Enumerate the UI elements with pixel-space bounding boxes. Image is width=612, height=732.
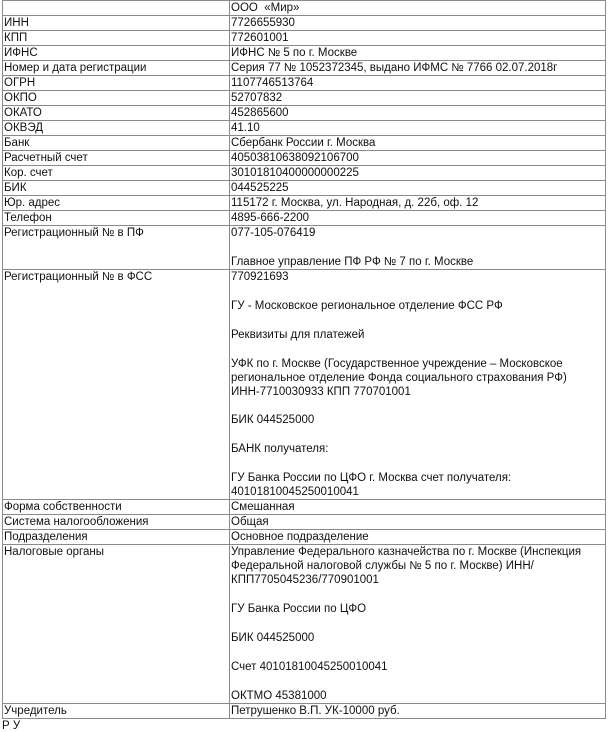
value-line: 30101810400000000225 <box>231 167 359 179</box>
value-line: БАНК получателя: <box>231 443 329 456</box>
value-line: 52707832 <box>231 92 283 104</box>
requisite-row <box>3 500 606 515</box>
requisite-row <box>3 166 606 181</box>
paragraph-gap <box>231 616 604 631</box>
requisite-row <box>3 91 606 106</box>
value-line: Реквизиты для платежей <box>231 328 365 341</box>
requisite-label: КПП <box>3 31 230 46</box>
requisite-value <box>230 703 606 718</box>
value-line: Главное управление ПФ РФ № 7 по г. Москве <box>231 255 474 268</box>
requisite-row <box>3 31 606 46</box>
value-line: 077-105-076419 <box>231 227 316 239</box>
requisite-label: Телефон <box>3 211 230 226</box>
paragraph-gap <box>231 342 604 357</box>
requisite-row <box>3 106 606 121</box>
requisite-row <box>3 121 606 136</box>
requisite-label: Налоговые органы <box>3 545 230 704</box>
requisite-label: Подразделения <box>3 530 230 545</box>
requisite-row <box>3 269 606 499</box>
paragraph-gap <box>231 674 604 689</box>
requisite-value <box>230 226 606 270</box>
requisite-value <box>230 46 606 61</box>
requisite-label: Форма собственности <box>3 500 230 515</box>
value-line: Управление Федерального казначейства по г. Москве (Инспекция Федеральной налоговой службы № 5 по г. Москве) ИНН/КПП7705045236/770901001 <box>231 546 585 587</box>
value-line: ООО «Мир» <box>231 2 300 14</box>
requisite-row <box>3 515 606 530</box>
requisite-value <box>230 515 606 530</box>
requisite-value <box>230 61 606 76</box>
value-line: Основное подразделение <box>231 531 369 544</box>
paragraph-gap <box>231 313 604 328</box>
requisite-value <box>230 106 606 121</box>
value-line: ИФНС № 5 по г. Москве <box>231 47 358 59</box>
requisite-row <box>3 703 606 718</box>
footer-fragment: Р У <box>2 720 21 732</box>
requisite-row <box>3 545 606 704</box>
requisite-value <box>230 151 606 166</box>
requisite-value <box>230 16 606 31</box>
requisite-value <box>230 121 606 136</box>
value-line: Петрушенко В.П. УК-10000 руб. <box>231 704 400 717</box>
value-line: ОКТМО 45381000 <box>231 689 327 702</box>
requisite-value <box>230 31 606 46</box>
requisite-label: Номер и дата регистрации <box>3 61 230 76</box>
requisites-table <box>2 0 606 719</box>
requisite-value <box>230 211 606 226</box>
requisite-row <box>3 61 606 76</box>
requisite-row <box>3 181 606 196</box>
value-line: 40503810638092106700 <box>231 152 359 164</box>
requisite-row <box>3 136 606 151</box>
value-line: Серия 77 № 1052372345, выдано ИФМС № 7766 02.07.2018г <box>231 62 558 74</box>
requisite-row <box>3 196 606 211</box>
value-line: Сбербанк России г. Москва <box>231 137 376 149</box>
requisite-label: ОКАТО <box>3 106 230 121</box>
requisite-row <box>3 16 606 31</box>
requisite-label: Банк <box>3 136 230 151</box>
requisite-value <box>230 181 606 196</box>
paragraph-gap <box>231 284 604 299</box>
requisite-label: Учредитель <box>3 703 230 718</box>
requisite-label: БИК <box>3 181 230 196</box>
paragraph-gap <box>231 645 604 660</box>
requisite-row <box>3 226 606 270</box>
value-line: 7726655930 <box>231 17 295 29</box>
value-line: ГУ - Московское региональное отделение ФСС РФ <box>231 299 503 312</box>
value-line: 452865600 <box>231 107 289 119</box>
requisite-row <box>3 211 606 226</box>
requisite-label: Система налогообложения <box>3 515 230 530</box>
paragraph-gap <box>231 587 604 602</box>
value-line: Смешанная <box>231 501 295 514</box>
requisite-value <box>230 1 606 16</box>
value-line: 770921693 <box>231 270 289 283</box>
requisite-row <box>3 46 606 61</box>
value-line: 41.10 <box>231 122 260 134</box>
requisite-label: Регистрационный № в ФСС <box>3 269 230 499</box>
value-line: 772601001 <box>231 32 289 44</box>
value-line: ГУ Банка России по ЦФО <box>231 603 367 616</box>
value-line: 044525225 <box>231 182 289 194</box>
requisite-label: Расчетный счет <box>3 151 230 166</box>
value-line: Счет 40101810045250010041 <box>231 660 388 673</box>
requisite-row <box>3 530 606 545</box>
paragraph-gap <box>231 456 604 471</box>
requisite-label: ИНН <box>3 16 230 31</box>
requisite-label: ОГРН <box>3 76 230 91</box>
requisite-label <box>3 1 230 16</box>
requisite-label: ОКПО <box>3 91 230 106</box>
requisite-value <box>230 91 606 106</box>
value-line: УФК по г. Москве (Государственное учреждение – Московское региональное отделение Фонда социального страхования РФ) ИНН-7710030933 КПП 770701001 <box>231 357 570 398</box>
requisite-row <box>3 1 606 16</box>
value-line: ГУ Банка России по ЦФО г. Москва счет получателя: 40101810045250010041 <box>231 472 515 499</box>
requisite-value <box>230 196 606 211</box>
requisite-value <box>230 545 606 704</box>
requisite-row <box>3 76 606 91</box>
requisites-body <box>3 1 606 719</box>
requisite-row <box>3 151 606 166</box>
value-line: 1107746513764 <box>231 77 314 89</box>
requisite-label: ОКВЭД <box>3 121 230 136</box>
requisite-value <box>230 500 606 515</box>
requisite-label: Кор. счет <box>3 166 230 181</box>
requisite-value <box>230 136 606 151</box>
requisite-value <box>230 530 606 545</box>
requisite-value <box>230 76 606 91</box>
value-line: Общая <box>231 516 269 529</box>
paragraph-gap <box>231 240 604 255</box>
requisite-label: Регистрационный № в ПФ <box>3 226 230 270</box>
paragraph-gap <box>231 427 604 442</box>
value-line: 4895-666-2200 <box>231 212 310 224</box>
requisite-value <box>230 269 606 499</box>
requisite-label: ИФНС <box>3 46 230 61</box>
value-line: 115172 г. Москва, ул. Народная, д. 22б, оф. 12 <box>231 197 479 209</box>
value-line: БИК 044525000 <box>231 632 315 645</box>
value-line: БИК 044525000 <box>231 414 315 427</box>
requisite-value <box>230 166 606 181</box>
requisite-label: Юр. адрес <box>3 196 230 211</box>
paragraph-gap <box>231 399 604 414</box>
